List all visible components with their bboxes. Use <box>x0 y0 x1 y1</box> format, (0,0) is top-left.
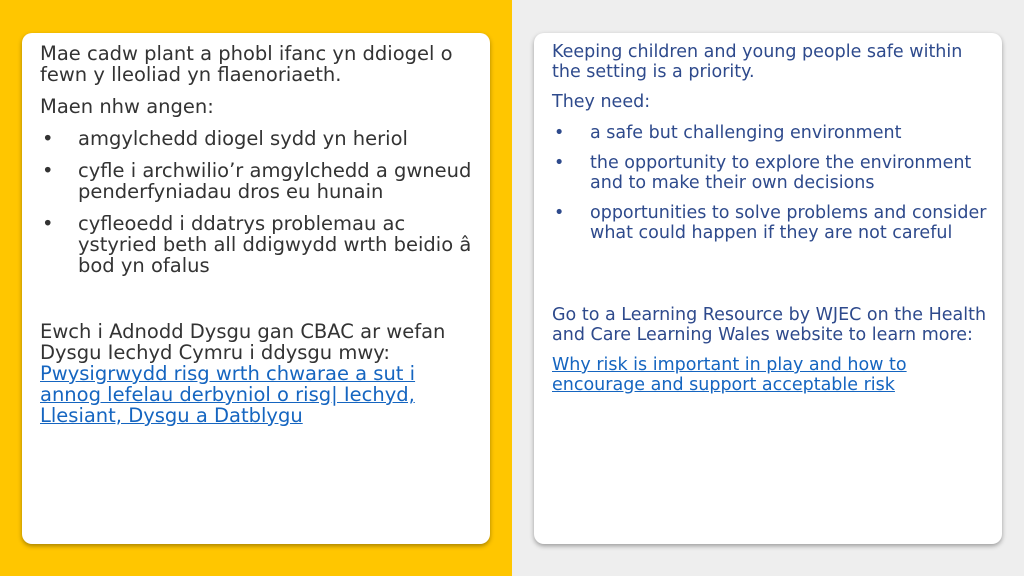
english-need-heading: They need: <box>552 92 651 112</box>
welsh-resource-link[interactable]: Pwysigrwydd risg wrth chwarae a sut i annog lefelau derbyniol o risg| Iechyd, Llesiant, Dysgu a Datblygu <box>40 362 416 427</box>
english-list-item: • the opportunity to explore the environment and to make their own decisions <box>552 154 988 193</box>
english-learn-more-text: Go to a Learning Resource by WJEC on the Health and Care Learning Wales website to learn more: <box>552 305 987 345</box>
welsh-content-card <box>22 33 490 544</box>
english-intro-text: Keeping children and young people safe within the setting is a priority. <box>552 42 963 82</box>
english-list-item: • opportunities to solve problems and consider what could happen if they are not careful <box>552 204 988 243</box>
welsh-list-item: • amgylchedd diogel sydd yn heriol <box>40 128 476 149</box>
welsh-learn-more-text: Ewch i Adnodd Dysgu gan CBAC ar wefan Dysgu Iechyd Cymru i ddysgu mwy: <box>40 320 446 364</box>
welsh-needs-list <box>40 128 476 276</box>
welsh-list-item: • cyfleoedd i ddatrys problemau ac ystyried beth all ddigwydd wrth beidio â bod yn ofalus <box>40 213 476 276</box>
english-needs-list <box>552 124 988 244</box>
welsh-need-heading: Maen nhw angen: <box>40 95 214 118</box>
english-content-card <box>534 33 1002 544</box>
welsh-list-item: • cyfle i archwilio’r amgylchedd a gwneud penderfyniadau dros eu hunain <box>40 160 476 202</box>
english-list-item: • a safe but challenging environment <box>552 124 988 144</box>
welsh-intro-text: Mae cadw plant a phobl ifanc yn ddiogel o fewn y lleoliad yn flaenoriaeth. <box>40 42 453 86</box>
english-resource-link[interactable]: Why risk is important in play and how to encourage and support acceptable risk <box>552 355 907 395</box>
